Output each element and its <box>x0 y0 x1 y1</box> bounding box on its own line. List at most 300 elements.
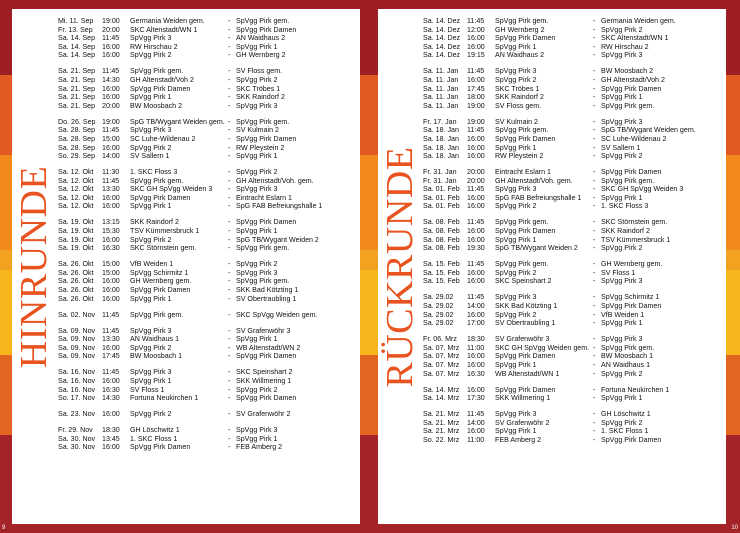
away-team: GH Wernberg 2 <box>236 51 286 60</box>
match-day-group <box>58 218 356 252</box>
away-team: WB Altenstadt/WN 2 <box>236 343 301 352</box>
match-date: Sa. 14. Dez <box>423 51 461 60</box>
away-team: SpVgg Pirk gem. <box>601 343 655 352</box>
home-team: SpVgg Pirk gem. <box>130 310 184 319</box>
match-day-group <box>58 67 356 110</box>
home-team: SpVgg Pirk Damen <box>130 84 191 93</box>
away-team: SpVgg Pirk 1 <box>601 93 643 102</box>
match-date: Sa. 14. Dez <box>423 42 461 51</box>
match-time: 14:00 <box>467 301 485 310</box>
match-day-group <box>58 426 356 452</box>
match-date: Mi. 11. Sep <box>58 17 94 25</box>
home-team: VfB Weiden 1 <box>130 260 174 269</box>
home-team: SKC Störnstein gem. <box>130 244 197 253</box>
separator: - <box>228 410 231 419</box>
match-time: 19:00 <box>467 117 485 126</box>
separator: - <box>593 343 596 352</box>
home-team: Eintracht Eslarn 1 <box>495 168 551 177</box>
schedule-rueckrunde <box>423 17 721 452</box>
home-team: SpVgg Pirk 1 <box>495 360 537 369</box>
match-row <box>423 144 721 153</box>
page-number: 9 <box>2 525 6 531</box>
separator: - <box>228 218 231 227</box>
match-day-group <box>58 327 356 361</box>
match-time: 18:30 <box>467 335 485 344</box>
away-team: BW Moosbach 1 <box>601 352 654 361</box>
away-team: 1. SKC Floss 3 <box>601 202 649 211</box>
match-row <box>58 335 356 344</box>
home-team: 1. SKC Floss 3 <box>130 168 178 177</box>
match-row <box>58 135 356 144</box>
match-row <box>423 202 721 211</box>
separator: - <box>593 84 596 93</box>
away-team: SpVgg Pirk 3 <box>236 185 278 194</box>
match-row <box>423 302 721 311</box>
match-date: Sa. 30. Nov <box>58 443 96 452</box>
separator: - <box>228 227 231 236</box>
match-time: 16:00 <box>102 143 120 152</box>
separator: - <box>593 235 596 244</box>
match-row <box>58 93 356 102</box>
away-team: SKK Bad Kötzting 1 <box>236 285 299 294</box>
match-row <box>58 194 356 203</box>
match-date: Sa. 11. Jan <box>423 75 459 84</box>
away-team: SpVgg Pirk gem. <box>236 17 290 25</box>
section-title-hinrunde: HINRUNDE <box>13 165 55 368</box>
match-date: Sa. 14. Sep <box>58 51 96 60</box>
away-team: Germania Weiden gem. <box>601 17 676 25</box>
separator: - <box>228 42 231 51</box>
separator: - <box>593 51 596 60</box>
separator: - <box>228 25 231 34</box>
match-date: Sa. 23. Nov <box>58 410 96 419</box>
match-date: Fr. 31. Jan <box>423 176 457 185</box>
away-team: SpVgg Pirk 1 <box>236 227 278 236</box>
home-team: TSV Kümmersbruck 1 <box>130 227 200 236</box>
match-time: 16:00 <box>102 84 120 93</box>
separator: - <box>593 93 596 102</box>
home-team: FEB Amberg 2 <box>495 435 542 444</box>
match-time: 20:00 <box>467 176 485 185</box>
home-team: SKK Bad Kötzting 1 <box>495 301 558 310</box>
match-date: Sa. 18. Jan <box>423 126 459 135</box>
match-time: 18:00 <box>467 93 485 102</box>
away-team: SpG FAB Befreiungshalle 1 <box>236 202 323 211</box>
home-team: SV Obertraubling 1 <box>495 319 556 328</box>
match-day-group <box>423 410 721 444</box>
match-date: Sa. 21. Sep <box>58 67 96 76</box>
match-date: Sa. 01. Feb <box>423 185 460 194</box>
match-time: 15:00 <box>102 268 120 277</box>
match-date: Sa. 08. Feb <box>423 235 460 244</box>
match-row <box>58 76 356 85</box>
match-day-group <box>423 260 721 286</box>
separator: - <box>593 67 596 76</box>
match-time: 16:00 <box>467 134 485 143</box>
separator: - <box>228 202 231 211</box>
match-time: 15:00 <box>102 134 120 143</box>
separator: - <box>228 117 231 126</box>
separator: - <box>228 394 231 403</box>
separator: - <box>228 285 231 294</box>
home-team: RW Pleystein 2 <box>495 152 544 161</box>
home-team: SpVgg Pirk 2 <box>495 75 537 84</box>
away-team: 1. SKC Floss 1 <box>601 427 649 436</box>
away-team: SpG TB/Wygant Weiden gem. <box>601 126 696 135</box>
away-team: SpVgg Pirk 3 <box>236 101 278 110</box>
home-team: SKC Altenstadt/WN 1 <box>130 25 198 34</box>
separator: - <box>593 126 596 135</box>
match-row <box>423 135 721 144</box>
separator: - <box>228 443 231 452</box>
separator: - <box>228 34 231 43</box>
match-date: Fr. 13. Sep <box>58 25 93 34</box>
match-date: Sa. 15. Feb <box>423 268 460 277</box>
match-time: 16:00 <box>467 202 485 211</box>
match-time: 16:00 <box>467 75 485 84</box>
home-team: SpG TB/Wygant Weiden 2 <box>495 244 578 253</box>
match-date: Sa. 12. Okt <box>58 168 94 177</box>
away-team: SpVgg Pirk 3 <box>601 335 643 344</box>
match-day-group <box>423 386 721 403</box>
match-date: Sa. 29.02 <box>423 319 454 328</box>
match-date: Sa. 12. Okt <box>58 185 94 194</box>
home-team: SpVgg Pirk 3 <box>495 67 537 76</box>
match-row <box>58 443 356 452</box>
match-time: 16:00 <box>467 385 485 394</box>
home-team: GH Altenstadt/Voh. gem. <box>495 176 573 185</box>
away-team: GH Wernberg gem. <box>601 260 663 269</box>
away-team: SV Floss gem. <box>236 67 283 76</box>
match-time: 15:00 <box>102 260 120 269</box>
match-time: 15:30 <box>102 227 120 236</box>
match-date: Sa. 09. Nov <box>58 343 96 352</box>
match-time: 16:00 <box>102 42 120 51</box>
separator: - <box>593 352 596 361</box>
match-time: 11:45 <box>467 126 485 135</box>
match-date: Sa. 28. Sep <box>58 143 96 152</box>
home-team: SpVgg Pirk 1 <box>130 376 172 385</box>
match-time: 14:30 <box>102 75 120 84</box>
match-day-group <box>58 311 356 320</box>
away-team: SKC SpVgg Weiden gem. <box>236 310 318 319</box>
separator: - <box>593 394 596 403</box>
match-date: Sa. 19. Okt <box>58 235 94 244</box>
match-row <box>58 277 356 286</box>
home-team: SpVgg Pirk Damen <box>495 385 556 394</box>
match-date: Sa. 28. Sep <box>58 126 96 135</box>
match-row <box>58 260 356 269</box>
match-time: 11:30 <box>102 168 120 177</box>
match-date: Sa. 21. Sep <box>58 84 96 93</box>
match-day-group <box>423 218 721 252</box>
away-team: GH Altenstadt/Voh 2 <box>601 75 665 84</box>
separator: - <box>593 293 596 302</box>
match-time: 16:00 <box>467 352 485 361</box>
match-date: Sa. 14. Dez <box>423 34 461 43</box>
away-team: SKC Störnstein gem. <box>601 218 668 227</box>
match-date: Sa. 26. Okt <box>58 294 94 303</box>
away-team: SV Grafenwöhr 2 <box>236 410 291 419</box>
match-time: 11:45 <box>467 185 485 194</box>
match-row <box>58 34 356 43</box>
match-row <box>58 118 356 127</box>
away-team: SpVgg Pirk 2 <box>236 75 278 84</box>
match-day-group <box>423 293 721 327</box>
match-date: Sa. 15. Feb <box>423 277 460 286</box>
separator: - <box>228 244 231 253</box>
separator: - <box>593 385 596 394</box>
away-team: SpVgg Pirk Damen <box>236 25 297 34</box>
home-team: SpVgg Pirk Damen <box>495 34 556 43</box>
match-time: 16:00 <box>467 310 485 319</box>
separator: - <box>593 218 596 227</box>
match-time: 20:00 <box>467 168 485 177</box>
match-row <box>58 295 356 304</box>
home-team: SpVgg Pirk 2 <box>130 51 172 60</box>
away-team: SpVgg Pirk gem. <box>236 277 290 286</box>
match-row <box>423 277 721 286</box>
away-team: SKC GH SpVgg Weiden 3 <box>601 185 684 194</box>
match-time: 16:30 <box>467 369 485 378</box>
away-team: SpVgg Pirk 3 <box>601 51 643 60</box>
match-date: So. 17. Nov <box>58 394 96 403</box>
home-team: SpVgg Pirk Damen <box>130 443 191 452</box>
match-time: 11:45 <box>467 260 485 269</box>
match-date: Do. 26. Sep <box>58 117 96 126</box>
home-team: SKK Raindorf 2 <box>495 93 544 102</box>
separator: - <box>593 25 596 34</box>
match-row <box>423 194 721 203</box>
separator: - <box>228 426 231 435</box>
match-time: 11:45 <box>102 126 120 135</box>
match-time: 16:00 <box>467 227 485 236</box>
match-row <box>423 370 721 379</box>
home-team: SpG TB/Wygant Weiden gem. <box>130 117 225 126</box>
match-row <box>58 269 356 278</box>
match-time: 11:45 <box>102 326 120 335</box>
match-time: 13:30 <box>102 185 120 194</box>
match-day-group <box>423 67 721 110</box>
home-team: SpVgg Pirk gem. <box>130 67 184 76</box>
separator: - <box>228 335 231 344</box>
match-time: 16:00 <box>102 376 120 385</box>
match-time: 11:45 <box>102 368 120 377</box>
match-time: 12:00 <box>467 25 485 34</box>
match-row <box>58 185 356 194</box>
match-row <box>58 410 356 419</box>
home-team: SpVgg Pirk 3 <box>495 293 537 302</box>
match-day-group <box>423 118 721 161</box>
away-team: SpVgg Pirk Damen <box>236 218 297 227</box>
match-date: Sa. 07. Mrz <box>423 352 460 361</box>
match-row <box>58 202 356 211</box>
separator: - <box>593 301 596 310</box>
match-time: 16:00 <box>102 443 120 452</box>
home-team: SV Floss 1 <box>130 385 165 394</box>
away-team: SpG TB/Wygant Weiden 2 <box>236 235 319 244</box>
away-team: SpVgg Pirk 1 <box>236 434 278 443</box>
match-date: Sa. 21. Sep <box>58 101 96 110</box>
away-team: SpVgg Pirk Damen <box>236 352 297 361</box>
away-team: SpVgg Pirk 3 <box>601 117 643 126</box>
home-team: BW Moosbach 2 <box>130 101 183 110</box>
match-date: Sa. 07. Mrz <box>423 343 460 352</box>
match-day-group <box>58 410 356 419</box>
away-team: SKK Raindorf 2 <box>601 227 650 236</box>
match-date: Sa. 08. Feb <box>423 227 460 236</box>
match-time: 11:00 <box>467 343 485 352</box>
match-row <box>423 51 721 60</box>
match-row <box>58 177 356 186</box>
match-row <box>58 352 356 361</box>
match-day-group <box>423 168 721 211</box>
home-team: SKK Raindorf 2 <box>130 218 179 227</box>
match-date: Sa. 07. Mrz <box>423 369 460 378</box>
match-row <box>58 227 356 236</box>
home-team: SKC Speinshart 2 <box>495 277 552 286</box>
separator: - <box>593 335 596 344</box>
separator: - <box>593 143 596 152</box>
match-time: 16:00 <box>102 235 120 244</box>
separator: - <box>228 176 231 185</box>
match-time: 16:30 <box>102 244 120 253</box>
match-row <box>423 34 721 43</box>
away-team: GH Altenstadt/Voh. gem. <box>236 176 314 185</box>
separator: - <box>593 202 596 211</box>
match-time: 16:00 <box>467 152 485 161</box>
separator: - <box>228 294 231 303</box>
match-date: Sa. 14. Dez <box>423 17 461 25</box>
home-team: AN Waidhaus 2 <box>495 51 545 60</box>
match-row <box>423 102 721 111</box>
home-team: GH Altenstadt/Voh 2 <box>130 75 194 84</box>
match-date: Sa. 21. Sep <box>58 93 96 102</box>
match-row <box>423 335 721 344</box>
match-row <box>58 435 356 444</box>
home-team: SpVgg Pirk 1 <box>495 427 537 436</box>
match-date: Sa. 26. Okt <box>58 268 94 277</box>
separator: - <box>228 352 231 361</box>
match-row <box>423 227 721 236</box>
match-row <box>58 85 356 94</box>
match-time: 16:00 <box>102 294 120 303</box>
away-team: TSV Kümmersbruck 1 <box>601 235 671 244</box>
side-title-box <box>14 18 54 515</box>
match-row <box>58 368 356 377</box>
match-date: Sa. 09. Nov <box>58 335 96 344</box>
match-date: Sa. 14. Dez <box>423 25 461 34</box>
away-team: SV Kulmain 2 <box>236 126 279 135</box>
match-time: 11:45 <box>467 410 485 419</box>
match-row <box>58 152 356 161</box>
match-date: Sa. 01. Feb <box>423 193 460 202</box>
match-date: Sa. 14. Sep <box>58 34 96 43</box>
home-team: Germania Weiden gem. <box>130 17 205 25</box>
away-team: SpVgg Pirk 1 <box>236 335 278 344</box>
match-date: Sa. 09. Nov <box>58 352 96 361</box>
match-date: Sa. 07. Mrz <box>423 360 460 369</box>
separator: - <box>228 17 231 25</box>
away-team: SV Sallern 1 <box>601 143 641 152</box>
separator: - <box>228 310 231 319</box>
home-team: GH Wernberg 2 <box>495 25 545 34</box>
match-day-group <box>58 368 356 402</box>
home-team: SpVgg Pirk gem. <box>495 126 549 135</box>
away-team: SKC Speinshart 2 <box>236 368 293 377</box>
match-time: 16:00 <box>102 277 120 286</box>
away-team: SV Floss 1 <box>601 268 636 277</box>
match-date: Fr. 29. Nov <box>58 426 93 435</box>
home-team: SpVgg Pirk 3 <box>495 185 537 194</box>
away-team: SpVgg Pirk 1 <box>601 394 643 403</box>
match-row <box>58 236 356 245</box>
home-team: SpVgg Pirk 2 <box>495 310 537 319</box>
match-time: 11:45 <box>102 176 120 185</box>
match-time: 11:00 <box>467 435 485 444</box>
away-team: Fortuna Neukirchen 1 <box>601 385 670 394</box>
home-team: SpVgg Pirk gem. <box>495 260 549 269</box>
separator: - <box>228 235 231 244</box>
match-date: Sa. 19. Okt <box>58 218 94 227</box>
match-date: Fr. 06. Mrz <box>423 335 457 344</box>
match-date: Sa. 29.02 <box>423 293 454 302</box>
match-row <box>58 26 356 35</box>
separator: - <box>593 17 596 25</box>
match-row <box>423 410 721 419</box>
match-time: 19:30 <box>467 244 485 253</box>
match-time: 17:45 <box>102 352 120 361</box>
away-team: SC Luhe-Wildenau 2 <box>601 134 667 143</box>
separator: - <box>593 75 596 84</box>
match-row <box>58 126 356 135</box>
match-row <box>58 327 356 336</box>
home-team: SV Grafenwöhr 2 <box>495 418 550 427</box>
match-time: 17:30 <box>467 394 485 403</box>
away-team: SpVgg Pirk 1 <box>601 319 643 328</box>
match-date: Sa. 16. Nov <box>58 368 96 377</box>
match-row <box>58 17 356 26</box>
match-date: Sa. 26. Okt <box>58 260 94 269</box>
separator: - <box>593 185 596 194</box>
match-date: Sa. 18. Jan <box>423 152 459 161</box>
match-row <box>423 394 721 403</box>
home-team: GH Löschwitz 1 <box>130 426 180 435</box>
match-row <box>423 244 721 253</box>
match-date: Sa. 16. Nov <box>58 385 96 394</box>
match-day-group <box>58 118 356 161</box>
separator: - <box>228 168 231 177</box>
match-row <box>423 427 721 436</box>
match-row <box>58 394 356 403</box>
separator: - <box>593 244 596 253</box>
match-row <box>58 426 356 435</box>
schedule-hinrunde <box>58 17 356 459</box>
home-team: SKK Willmering 1 <box>495 394 551 403</box>
match-time: 16:00 <box>102 93 120 102</box>
separator: - <box>593 176 596 185</box>
match-row <box>423 293 721 302</box>
separator: - <box>228 434 231 443</box>
match-time: 16:00 <box>467 360 485 369</box>
away-team: SV Obertraubling 1 <box>236 294 297 303</box>
away-team: SKC Altenstadt/WN 1 <box>601 34 669 43</box>
match-date: Sa. 08. Feb <box>423 218 460 227</box>
away-team: SpVgg Pirk 3 <box>236 268 278 277</box>
home-team: SpVgg Pirk Damen <box>130 285 191 294</box>
match-row <box>423 185 721 194</box>
away-team: SKC Tröbes 1 <box>236 84 281 93</box>
